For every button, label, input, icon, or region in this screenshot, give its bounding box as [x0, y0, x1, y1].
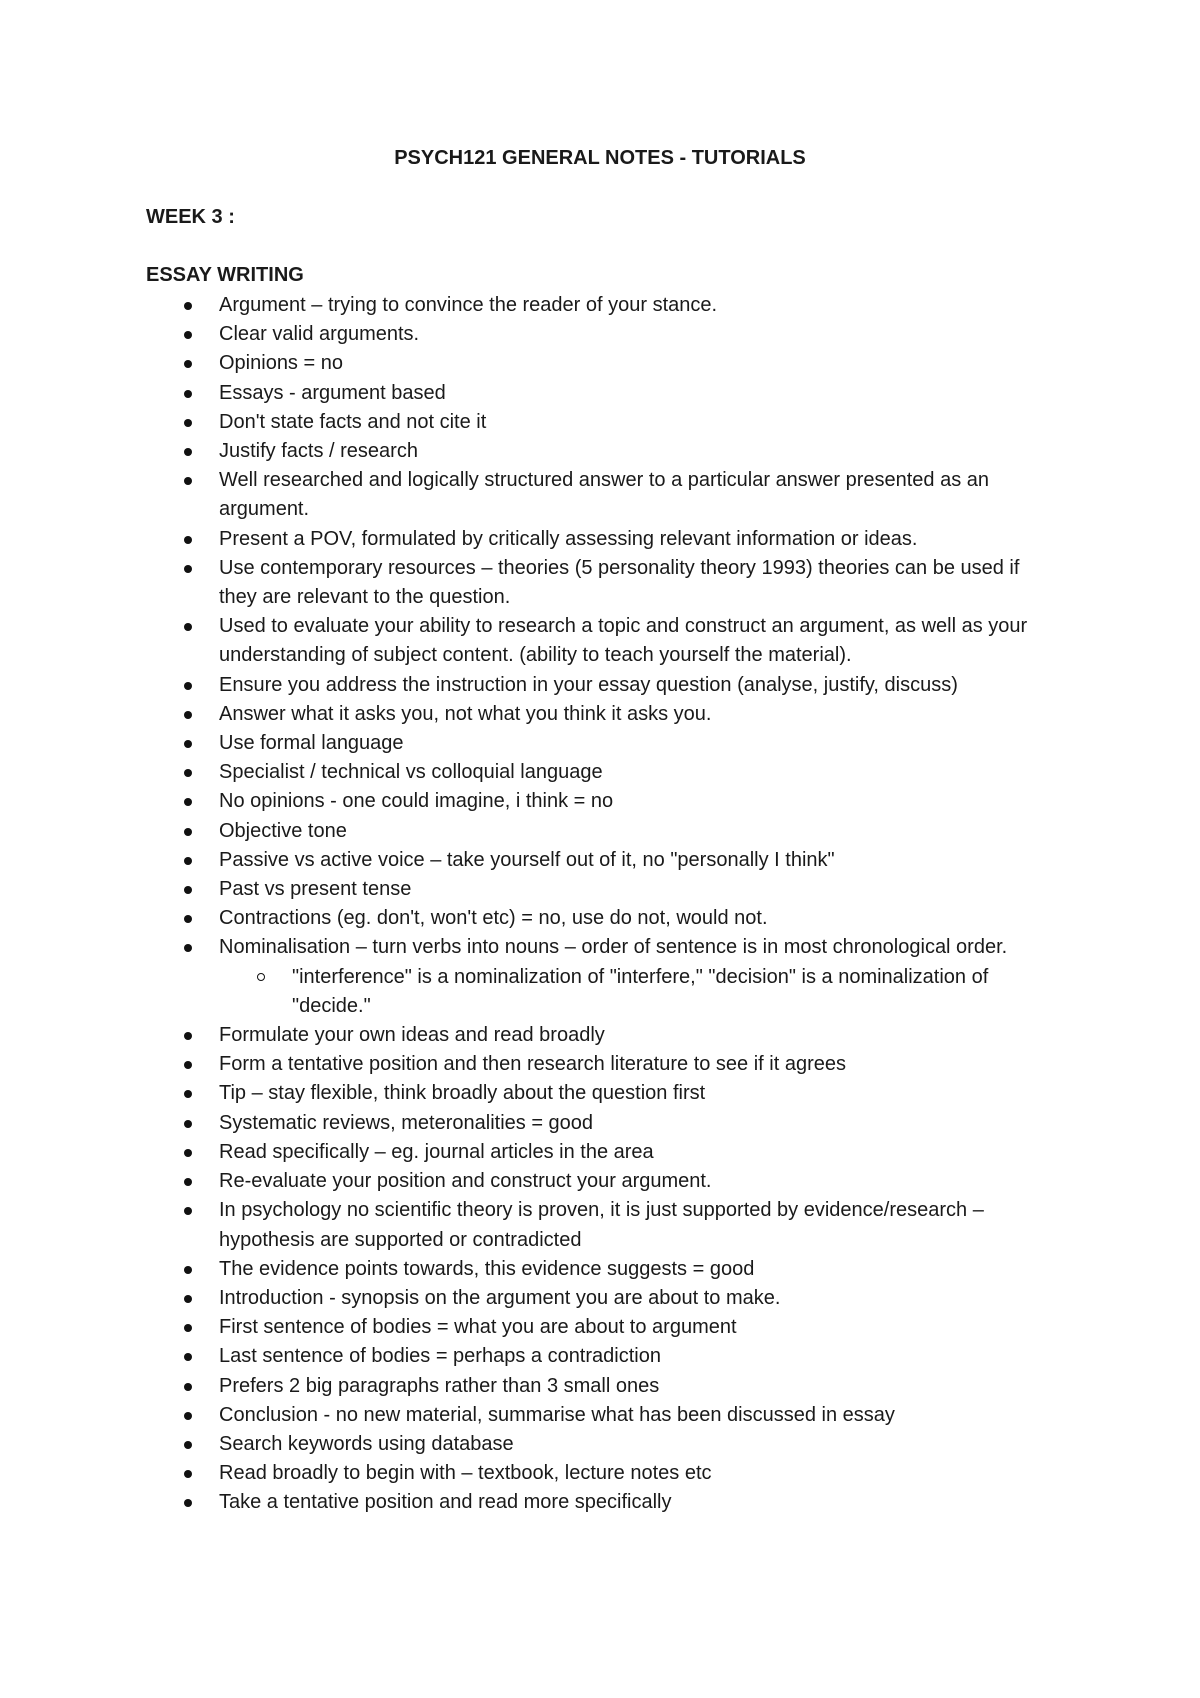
list-item-text: Conclusion - no new material, summarise what has been discussed in essay [219, 1403, 895, 1426]
bullet-icon [184, 682, 192, 690]
bullet-icon [184, 1266, 192, 1274]
bullet-icon [184, 857, 192, 865]
list-item [0, 1050, 1200, 1079]
bullet-icon [184, 798, 192, 806]
list-item-text: Contractions (eg. don't, won't etc) = no, use do not, would not. [219, 907, 768, 930]
list-item [0, 1401, 1200, 1430]
bullet-icon [184, 565, 192, 573]
list-item [0, 1284, 1200, 1313]
bullet-icon [184, 886, 192, 894]
list-item [0, 817, 1200, 846]
list-item [0, 349, 1200, 378]
bullet-icon [184, 1324, 192, 1332]
bullet-icon [184, 1470, 192, 1478]
list-item-text: The evidence points towards, this evidence suggests = good [219, 1257, 755, 1280]
bullet-icon [184, 1149, 192, 1157]
list-item-text: Present a POV, formulated by critically assessing relevant information or ideas. [219, 527, 918, 550]
list-item [0, 1196, 1200, 1254]
list-item-text: Past vs present tense [219, 878, 412, 901]
list-item [0, 933, 1200, 962]
bullet-icon [184, 623, 192, 631]
bullet-icon [184, 1207, 192, 1215]
bullet-icon [184, 1120, 192, 1128]
list-item-text: Use contemporary resources – theories (5 personality theory 1993) theories can be used if they are relevant to the question. [219, 556, 1020, 609]
list-item-text: Passive vs active voice – take yourself out of it, no "personally I think" [219, 848, 835, 871]
bullet-icon [184, 536, 192, 544]
bullet-icon [184, 419, 192, 427]
list-item-text: Formulate your own ideas and read broadly [219, 1024, 605, 1047]
bullet-icon [184, 331, 192, 339]
list-item-text: Form a tentative position and then research literature to see if it agrees [219, 1053, 847, 1076]
bullet-icon [184, 360, 192, 368]
list-item [0, 787, 1200, 816]
list-item-text: Opinions = no [219, 352, 343, 375]
list-item-text: Used to evaluate your ability to research a topic and construct an argument, as well as your understanding of subject content. (ability to teach yourself the material). [219, 615, 1028, 667]
list-item-text: Argument – trying to convince the reader of your stance. [219, 294, 718, 316]
list-item-text: Re-evaluate your position and construct your argument. [219, 1170, 712, 1193]
list-item-text: Read specifically – eg. journal articles in the area [219, 1140, 654, 1163]
bullet-list [0, 291, 1200, 1518]
list-item-text: Clear valid arguments. [219, 323, 420, 346]
list-item-text: First sentence of bodies = what you are about to argument [219, 1316, 737, 1339]
list-item-text: Answer what it asks you, not what you think it asks you. [219, 702, 712, 725]
list-item-text: Tip – stay flexible, think broadly about the question first [219, 1082, 706, 1105]
list-item-text: Prefers 2 big paragraphs rather than 3 small ones [219, 1374, 660, 1397]
list-item [0, 1488, 1200, 1517]
bullet-icon [184, 1061, 192, 1069]
section-heading: ESSAY WRITING [146, 264, 304, 286]
bullet-icon [184, 1441, 192, 1449]
list-item [0, 671, 1200, 700]
list-item-text: Nominalisation – turn verbs into nouns – order of sentence is in most chronological order. [219, 936, 1008, 959]
list-item [0, 1138, 1200, 1167]
list-item-text: Search keywords using database [219, 1432, 514, 1455]
list-item [0, 1430, 1200, 1459]
list-item-text: Don't state facts and not cite it [219, 410, 487, 433]
list-item [0, 612, 1200, 670]
bullet-icon [184, 390, 192, 398]
list-item [0, 1255, 1200, 1284]
bullet-icon [184, 915, 192, 923]
page-title: PSYCH121 GENERAL NOTES - TUTORIALS [394, 147, 806, 169]
list-item-text: Use formal language [219, 732, 404, 755]
bullet-icon [184, 1383, 192, 1391]
list-item [0, 1021, 1200, 1050]
list-item-text: In psychology no scientific theory is proven, it is just supported by evidence/research – hypothesis are supported or contradicted [219, 1199, 984, 1251]
bullet-icon [184, 448, 192, 456]
list-item [0, 525, 1200, 554]
list-item-text: Objective tone [219, 819, 347, 842]
list-item [0, 379, 1200, 408]
list-item-text: No opinions - one could imagine, i think = no [219, 790, 614, 813]
sub-list-item-text: "interference" is a nominalization of "interfere," "decision" is a nominalization of "decide." [292, 965, 989, 1017]
list-item-text: Well researched and logically structured answer to a particular answer presented as an argument. [219, 469, 990, 521]
bullet-icon [184, 1412, 192, 1420]
list-item-text: Take a tentative position and read more specifically [219, 1491, 672, 1514]
list-item [0, 466, 1200, 524]
list-item-text: Read broadly to begin with – textbook, lecture notes etc [219, 1462, 712, 1485]
list-item [0, 1167, 1200, 1196]
bullet-icon [184, 828, 192, 836]
list-item-text: Ensure you address the instruction in your essay question (analyse, justify, discuss) [219, 673, 958, 696]
bullet-icon [184, 1178, 192, 1186]
list-item [0, 1342, 1200, 1371]
list-item [0, 1109, 1200, 1138]
list-item [0, 1459, 1200, 1488]
list-item [0, 700, 1200, 729]
list-item [0, 758, 1200, 787]
list-item-text: Last sentence of bodies = perhaps a contradiction [219, 1345, 661, 1368]
list-item [0, 875, 1200, 904]
list-item-text: Specialist / technical vs colloquial language [219, 761, 603, 784]
list-item-text: Justify facts / research [219, 440, 418, 463]
list-item [0, 846, 1200, 875]
bullet-icon [184, 477, 192, 485]
bullet-icon [184, 1032, 192, 1040]
list-item [0, 729, 1200, 758]
bullet-icon [184, 1090, 192, 1098]
bullet-icon [184, 1353, 192, 1361]
bullet-icon [184, 1499, 192, 1507]
bullet-icon [184, 302, 192, 310]
sub-list-item [0, 963, 1200, 1021]
list-item [0, 320, 1200, 349]
bullet-icon [184, 740, 192, 748]
list-item-text: Essays - argument based [219, 381, 446, 404]
hollow-bullet-icon [257, 973, 265, 981]
list-item [0, 554, 1200, 612]
list-item [0, 904, 1200, 933]
bullet-icon [184, 769, 192, 777]
list-item-text: Systematic reviews, meteronalities = good [219, 1111, 594, 1134]
list-item [0, 437, 1200, 466]
bullet-icon [184, 711, 192, 719]
bullet-icon [184, 944, 192, 952]
list-item [0, 1079, 1200, 1108]
list-item [0, 408, 1200, 437]
list-item [0, 1372, 1200, 1401]
week-heading: WEEK 3 : [146, 206, 235, 228]
bullet-icon [184, 1295, 192, 1303]
list-item-text: Introduction - synopsis on the argument you are about to make. [219, 1286, 781, 1309]
list-item [0, 1313, 1200, 1342]
list-item [0, 291, 1200, 320]
